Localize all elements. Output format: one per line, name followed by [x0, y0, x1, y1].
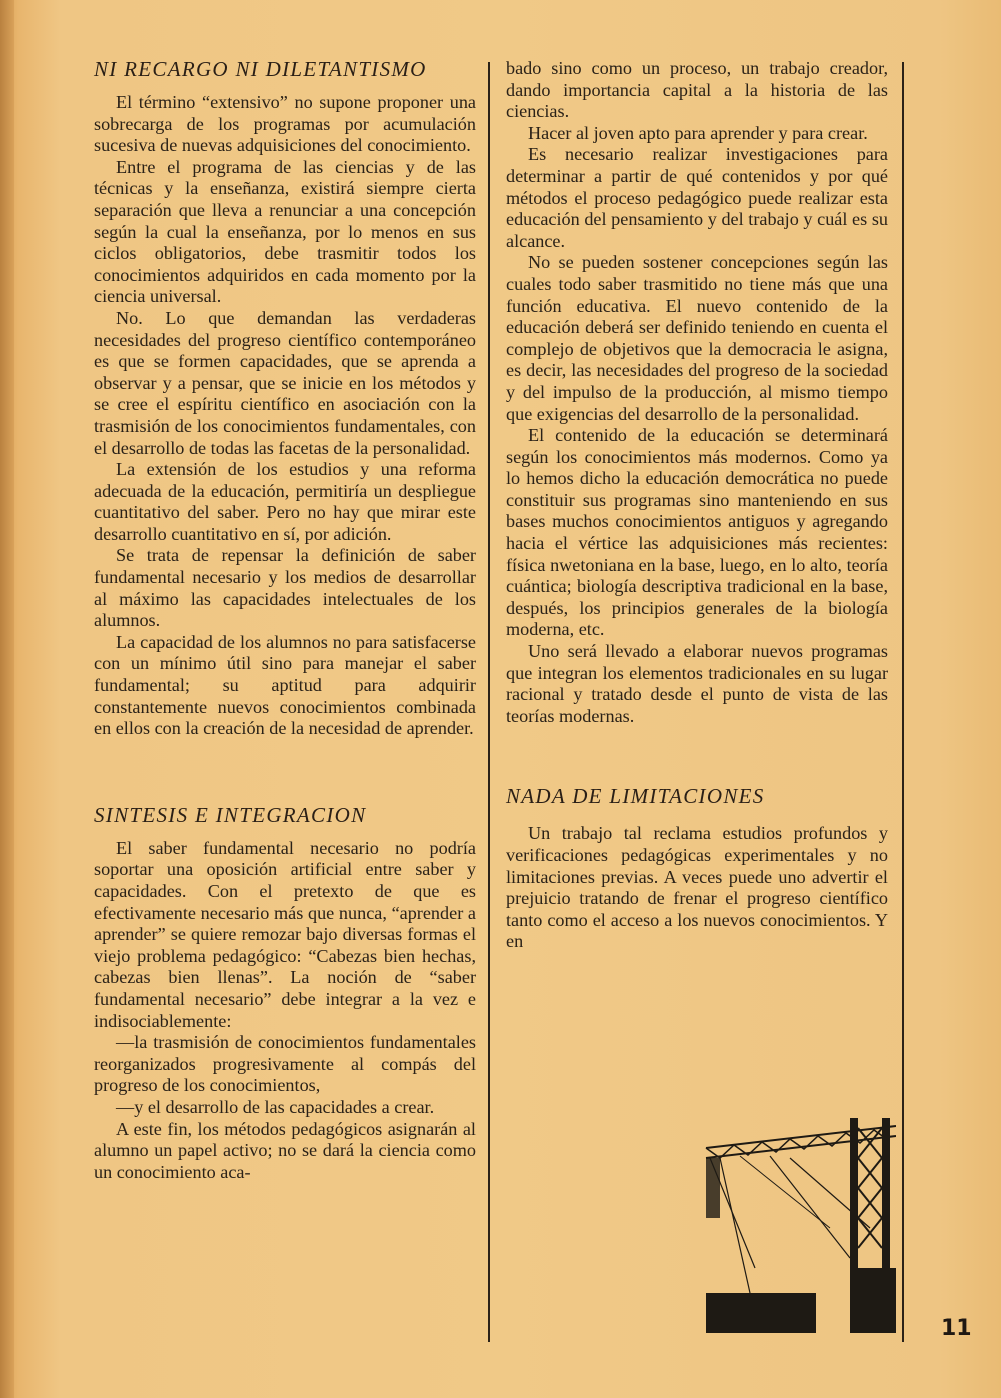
right-column-border [902, 62, 904, 1342]
right-column [506, 58, 888, 953]
paragraph-continuation: bado sino como un proceso, un trabajo creador, dando importancia capital a la historia de las ciencias. [506, 58, 888, 122]
section-heading-ni-recargo: NI RECARGO NI DILETANTISMO [94, 57, 427, 81]
page-number: 11 [941, 1316, 972, 1341]
paragraph: Hacer al joven apto para aprender y para crear. [528, 122, 868, 143]
page-spine [0, 0, 14, 1398]
paragraph: Entre el programa de las ciencias y de las técnicas y la enseñanza, existirá siempre cierta separación que lleva a renunciar a una concepción según la cual la enseñanza, por lo menos en sus ciclos obligatorios, debe trasmitir todos los conocimientos adquiridos en cada momento por la ciencia universal. [94, 156, 476, 307]
paragraph-continued: A este fin, los métodos pedagógicos asignarán al alumno un papel activo; no se dará la ciencia como un conocimiento aca- [94, 1118, 476, 1182]
tower-crane-icon [700, 1118, 896, 1333]
paragraph: No se pueden sostener concepciones según las cuales todo saber trasmitido no tiene más que una función educativa. El nuevo contenido de la educación deberá ser definido teniendo en cuenta el complejo de objetivos que la democracia le asigna, es decir, las necesidades del progreso de la sociedad y del impulso de la producción, al mismo tiempo que exigencias del desarrollo de la personalidad. [506, 252, 888, 424]
paragraph: Uno será llevado a elaborar nuevos programas que integran los elementos tradicionales en su lugar racional y tratado desde el punto de vista de las teorías modernas. [506, 641, 888, 726]
paragraph: —y el desarrollo de las capacidades a crear. [116, 1096, 435, 1117]
paragraph: Se trata de repensar la definición de saber fundamental necesario y los medios de desarrollar al máximo las capacidades intelectuales de los alumnos. [94, 545, 476, 631]
paragraph: El saber fundamental necesario no podría soportar una oposición artificial entre saber y capacidades. Con el pretexto de que es efectivamente necesario más que nunca, “aprender a aprender” se quiere remozar bajo diversas formas el viejo problema pedagógico: “Cabezas bien hechas, cabezas bien llenas”. La noción de “saber fundamental necesario” debe integrar a la vez e indisociablemente: [94, 837, 476, 1031]
paragraph: Un trabajo tal reclama estudios profundos y verificaciones pedagógicas experimentales y no limitaciones previas. A veces puede uno advertir el prejuicio tratando de frenar el progreso científico tanto como el acceso a los nuevos conocimientos. Y en [506, 823, 888, 952]
paragraph: El término “extensivo” no supone proponer una sobrecarga de los programas por acumulación sucesiva de nuevas adquisiciones del conocimiento. [94, 92, 476, 156]
section-heading-nada-de-limitaciones: NADA DE LIMITACIONES [506, 784, 765, 809]
paragraph: Es necesario realizar investigaciones para determinar a partir de qué contenidos y por qué métodos el proceso pedagógico puede realizar esta educación del pensamiento y del trabajo y cuál es su alcance. [506, 144, 888, 251]
left-column [94, 56, 476, 1183]
paragraph: El contenido de la educación se determinará según los conocimientos más modernos. Como ya lo hemos dicho la educación democrática no puede constituir sus programas sino manteniendo en sus bases muchos conocimientos antiguos y agregando hacia el vértice las adquisiciones más recientes: física nwetoniana en la base, luego, en lo alto, teoría cuántica; biología descriptiva tradicional en la base, después, los principios generales de la biología moderna, etc. [506, 425, 888, 640]
paragraph: —la trasmisión de conocimientos fundamentales reorganizados progresivamente al compás del progreso de los conocimientos, [94, 1032, 476, 1096]
section-heading-sintesis: SINTESIS E INTEGRACION [94, 802, 367, 827]
paragraph: La capacidad de los alumnos no para satisfacerse con un mínimo útil sino para manejar el saber fundamental; su aptitud para adquirir constantemente nuevos conocimientos combinada en ellos con la creación de la necesidad de aprender. [94, 631, 476, 739]
paragraph: La extensión de los estudios y una reforma adecuada de la educación, permitiría un despliegue cuantitativo del saber. Pero no hay que mirar este desarrollo cuantitativo en sí, por adición. [94, 459, 476, 544]
column-divider [488, 62, 490, 1342]
paragraph: No. Lo que demandan las verdaderas necesidades del progreso científico contemporáneo es que se formen capacidades, que se aprenda a observar y a pensar, que se inicie en los métodos y se cree el espíritu científico en asociación con la trasmisión de los conocimientos fundamentales, con el desarrollo de todas las facetas de la personalidad. [94, 307, 476, 458]
